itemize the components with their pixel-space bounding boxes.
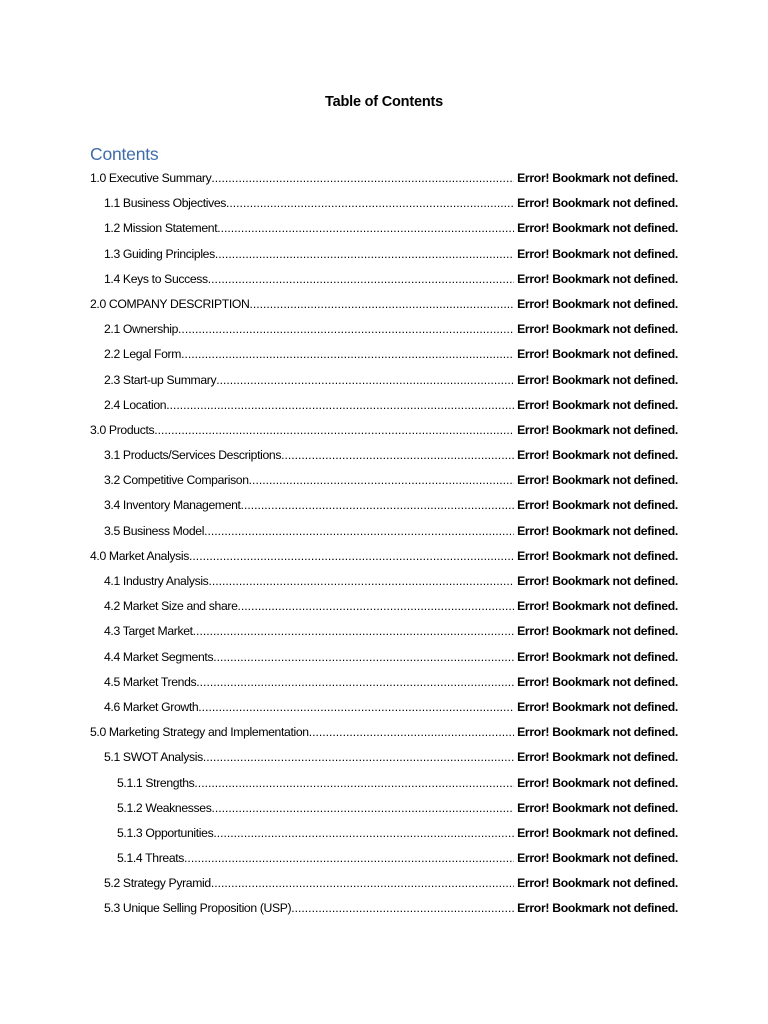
toc-entry-page-ref: Error! Bookmark not defined.	[517, 523, 678, 538]
toc-entry[interactable]	[90, 796, 678, 821]
table-of-contents	[90, 166, 678, 922]
dot-leader	[193, 619, 514, 644]
toc-entry-page-ref: Error! Bookmark not defined.	[517, 725, 678, 740]
dot-leader	[241, 493, 515, 518]
toc-entry-page-ref: Error! Bookmark not defined.	[517, 296, 678, 311]
toc-entry-page-ref: Error! Bookmark not defined.	[517, 649, 678, 664]
toc-entry[interactable]	[90, 645, 678, 670]
toc-entry-title: 3.0 Products	[90, 422, 155, 437]
toc-entry[interactable]	[90, 216, 678, 241]
dot-leader	[154, 418, 514, 443]
toc-entry-page-ref: Error! Bookmark not defined.	[517, 876, 678, 891]
dot-leader	[208, 267, 514, 292]
toc-entry-title: 2.1 Ownership	[104, 322, 179, 337]
toc-entry-page-ref: Error! Bookmark not defined.	[517, 271, 678, 286]
toc-entry[interactable]	[90, 771, 678, 796]
toc-entry-page-ref: Error! Bookmark not defined.	[517, 825, 678, 840]
toc-entry-page-ref: Error! Bookmark not defined.	[517, 221, 678, 236]
toc-entry[interactable]	[90, 871, 678, 896]
toc-entry-page-ref: Error! Bookmark not defined.	[517, 448, 678, 463]
toc-entry-title: 3.2 Competitive Comparison	[104, 473, 249, 488]
toc-entry-title: 5.1.2 Weaknesses	[117, 800, 212, 815]
toc-entry-page-ref: Error! Bookmark not defined.	[517, 171, 678, 185]
toc-entry-title: 1.4 Keys to Success	[104, 271, 208, 286]
toc-entry[interactable]	[90, 821, 678, 846]
toc-entry-page-ref: Error! Bookmark not defined.	[517, 347, 678, 362]
toc-entry-title: 4.2 Market Size and share	[104, 599, 238, 614]
toc-entry-title: 4.5 Market Trends	[104, 674, 197, 689]
toc-entry[interactable]	[90, 745, 678, 770]
toc-entry-title: 4.3 Target Market	[104, 624, 193, 639]
toc-entry-title: 5.2 Strategy Pyramid	[104, 876, 211, 891]
dot-leader	[184, 846, 514, 871]
dot-leader	[249, 292, 514, 317]
toc-entry-page-ref: Error! Bookmark not defined.	[517, 699, 678, 714]
dot-leader	[178, 317, 514, 342]
toc-entry[interactable]	[90, 846, 678, 871]
toc-entry-title: 5.1 SWOT Analysis	[104, 750, 203, 765]
toc-entry-title: 1.1 Business Objectives	[104, 196, 227, 211]
toc-entry[interactable]	[90, 443, 678, 468]
toc-entry-page-ref: Error! Bookmark not defined.	[517, 473, 678, 488]
toc-entry-page-ref: Error! Bookmark not defined.	[517, 397, 678, 412]
toc-entry-title: 5.1.4 Threats	[117, 851, 185, 866]
toc-entry-title: 3.5 Business Model	[104, 523, 205, 538]
toc-entry-title: 2.2 Legal Form	[104, 347, 182, 362]
toc-entry[interactable]	[90, 166, 678, 191]
toc-entry[interactable]	[90, 695, 678, 720]
toc-entry[interactable]	[90, 519, 678, 544]
dot-leader	[211, 796, 514, 821]
dot-leader	[196, 670, 514, 695]
toc-entry-title: 1.3 Guiding Principles	[104, 246, 215, 261]
dot-leader	[211, 166, 514, 191]
toc-entry[interactable]	[90, 393, 678, 418]
toc-entry-page-ref: Error! Bookmark not defined.	[517, 750, 678, 765]
toc-entry-page-ref: Error! Bookmark not defined.	[517, 800, 678, 815]
toc-entry-page-ref: Error! Bookmark not defined.	[517, 775, 678, 790]
dot-leader	[203, 745, 514, 770]
toc-entry[interactable]	[90, 191, 678, 216]
toc-entry[interactable]	[90, 317, 678, 342]
toc-entry[interactable]	[90, 267, 678, 292]
dot-leader	[215, 242, 514, 267]
dot-leader	[204, 519, 514, 544]
toc-entry-page-ref: Error! Bookmark not defined.	[517, 901, 678, 916]
page-title: Table of Contents	[325, 94, 443, 110]
dot-leader	[208, 569, 514, 594]
toc-entry-page-ref: Error! Bookmark not defined.	[517, 548, 678, 563]
toc-entry-title: 1.2 Mission Statement	[104, 221, 218, 236]
toc-entry-title: 4.4 Market Segments	[104, 649, 214, 664]
toc-entry-page-ref: Error! Bookmark not defined.	[517, 674, 678, 689]
toc-entry[interactable]	[90, 468, 678, 493]
toc-entry[interactable]	[90, 292, 678, 317]
toc-entry-title: 2.4 Location	[104, 397, 167, 412]
dot-leader	[194, 771, 514, 796]
toc-entry[interactable]	[90, 368, 678, 393]
toc-entry-title: 4.6 Market Growth	[104, 699, 199, 714]
dot-leader	[213, 821, 514, 846]
toc-entry-page-ref: Error! Bookmark not defined.	[517, 372, 678, 387]
toc-entry[interactable]	[90, 418, 678, 443]
dot-leader	[211, 871, 514, 896]
dot-leader	[181, 342, 514, 367]
toc-entry-title: 4.0 Market Analysis	[90, 548, 190, 563]
dot-leader	[198, 695, 514, 720]
toc-heading: Contents	[90, 144, 159, 164]
toc-entry[interactable]	[90, 569, 678, 594]
toc-entry[interactable]	[90, 594, 678, 619]
toc-entry-page-ref: Error! Bookmark not defined.	[517, 599, 678, 614]
toc-entry[interactable]	[90, 619, 678, 644]
dot-leader	[213, 645, 514, 670]
toc-entry-page-ref: Error! Bookmark not defined.	[517, 196, 678, 211]
dot-leader	[226, 191, 514, 216]
toc-entry-title: 2.3 Start-up Summary	[104, 372, 217, 387]
toc-entry-page-ref: Error! Bookmark not defined.	[517, 851, 678, 866]
dot-leader	[189, 544, 514, 569]
dot-leader	[249, 468, 514, 493]
dot-leader	[291, 896, 514, 921]
toc-entry-page-ref: Error! Bookmark not defined.	[517, 246, 678, 261]
toc-entry-title: 2.0 COMPANY DESCRIPTION	[90, 296, 250, 311]
dot-leader	[281, 443, 514, 468]
dot-leader	[309, 720, 514, 745]
toc-entry-page-ref: Error! Bookmark not defined.	[517, 422, 678, 437]
toc-entry-title: 5.1.3 Opportunities	[117, 825, 214, 840]
toc-entry-page-ref: Error! Bookmark not defined.	[517, 574, 678, 588]
toc-entry-page-ref: Error! Bookmark not defined.	[517, 322, 678, 337]
toc-entry[interactable]	[90, 544, 678, 569]
dot-leader	[238, 594, 515, 619]
toc-entry-title: 1.0 Executive Summary	[90, 171, 212, 185]
toc-entry-title: 4.1 Industry Analysis	[104, 574, 209, 588]
dot-leader	[217, 216, 514, 241]
toc-entry[interactable]	[90, 342, 678, 367]
toc-entry[interactable]	[90, 720, 678, 745]
dot-leader	[216, 368, 514, 393]
toc-entry-title: 3.1 Products/Services Descriptions	[104, 448, 282, 463]
toc-entry[interactable]	[90, 670, 678, 695]
toc-entry-page-ref: Error! Bookmark not defined.	[517, 498, 678, 513]
toc-entry[interactable]	[90, 242, 678, 267]
toc-entry-page-ref: Error! Bookmark not defined.	[517, 624, 678, 639]
toc-entry[interactable]	[90, 493, 678, 518]
toc-entry-title: 5.3 Unique Selling Proposition (USP)	[104, 901, 292, 916]
toc-entry-title: 5.1.1 Strengths	[117, 775, 195, 790]
toc-entry-title: 3.4 Inventory Management	[104, 498, 241, 513]
toc-entry-title: 5.0 Marketing Strategy and Implementation	[90, 725, 309, 740]
toc-entry[interactable]	[90, 896, 678, 921]
dot-leader	[166, 393, 514, 418]
